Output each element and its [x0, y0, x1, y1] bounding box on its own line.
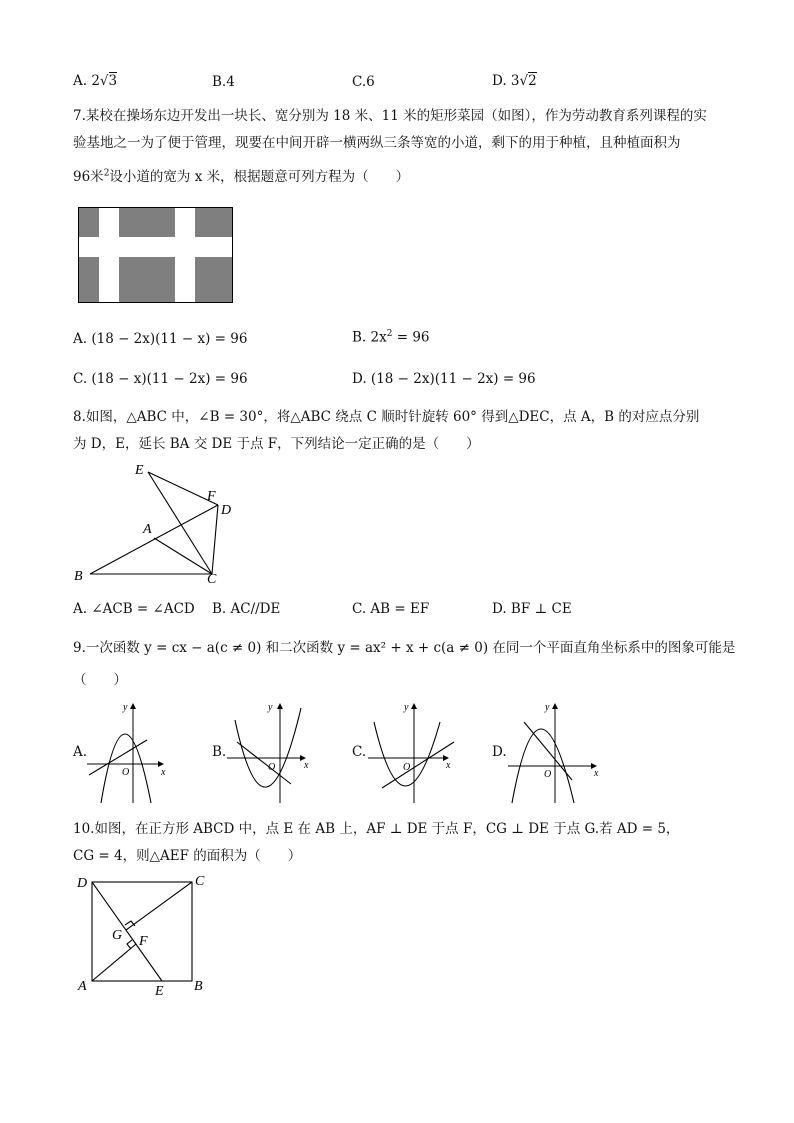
q9-graph-d	[506, 700, 601, 805]
q7-option-b-exponent: 2	[386, 329, 393, 339]
label-c: C	[195, 874, 205, 889]
label-b: B	[74, 569, 83, 584]
q9-graph-c	[366, 700, 458, 805]
label-f: F	[139, 934, 148, 949]
sqrt-sign: √	[99, 73, 109, 89]
square-abcd	[92, 882, 192, 981]
q7-stem-line3	[73, 165, 409, 185]
q6-option-a	[73, 73, 117, 89]
segment-de	[92, 882, 162, 981]
q9-graph-a	[85, 700, 175, 805]
label-a: A	[143, 522, 152, 537]
y-axis-label: y	[123, 702, 128, 713]
q7-area-exponent: 2	[103, 168, 110, 179]
label-d: D	[77, 876, 88, 891]
line-graph	[237, 742, 291, 784]
segment-af	[92, 944, 136, 981]
label-c: C	[207, 572, 217, 587]
q9-stem-line2: （ ）	[73, 672, 127, 688]
q10-square-figure	[74, 868, 214, 998]
label-b: B	[194, 979, 203, 994]
x-axis-label: x	[304, 760, 309, 771]
q6-option-c: C.6	[352, 74, 375, 90]
y-axis-label: y	[545, 702, 550, 713]
q9-graph-c-label: C.	[352, 744, 367, 760]
x-axis-label: x	[446, 760, 451, 771]
q9-graph-b-label: B.	[212, 744, 227, 760]
label-e: E	[135, 463, 144, 478]
origin-label: O	[268, 762, 276, 773]
origin-label: O	[403, 762, 411, 773]
q7-area-value: 96米	[73, 169, 104, 185]
q8-option-c: C. AB = EF	[352, 601, 430, 617]
q6-option-d-prefix: D. 3	[492, 73, 520, 89]
label-d: D	[221, 503, 232, 518]
q6-option-a-radicand: 3	[108, 73, 118, 89]
q6-option-d	[492, 73, 537, 89]
parabola	[374, 722, 440, 786]
q7-stem-line2: 验基地之一为了便于管理，现要在中间开辟一横两纵三条等宽的小道，剩下的用于种植，且种植面积为	[73, 135, 681, 151]
q10-stem-line2: CG = 4，则△AEF 的面积为（ ）	[73, 848, 302, 864]
q6-option-d-radicand: 2	[528, 73, 537, 89]
y-axis-label: y	[268, 702, 273, 713]
line-graph	[382, 742, 454, 788]
segment-cg	[126, 882, 192, 930]
q9-graph-b	[225, 700, 317, 805]
q9-stem-line1: 9.一次函数 y = cx − a(c ≠ 0) 和二次函数 y = ax² + x + c(a ≠ 0) 在同一个平面直角坐标系中的图象可能是	[73, 640, 736, 656]
q8-triangle-figure	[70, 460, 250, 585]
vertical-path-right	[175, 208, 195, 303]
origin-label: O	[122, 767, 130, 778]
sqrt-sign: √	[519, 73, 529, 89]
q7-option-c: C. (18 − x)(11 − 2x) = 96	[73, 371, 248, 387]
q6-option-a-prefix: A. 2	[73, 73, 100, 89]
segment-be	[90, 505, 218, 574]
q8-option-d: D. BF ⊥ CE	[492, 601, 572, 617]
x-axis-label: x	[594, 768, 599, 779]
segment-dc	[212, 505, 218, 574]
q9-graph-a-label: A.	[73, 744, 88, 760]
x-axis-label: x	[161, 767, 166, 778]
q8-option-a: A. ∠ACB = ∠ACD	[73, 601, 195, 617]
label-g: G	[112, 928, 123, 943]
label-e: E	[155, 984, 164, 999]
q7-stem-line1: 7.某校在操场东边开发出一块长、宽分别为 18 米、11 米的矩形菜园（如图），作为劳动教育系列课程的实	[73, 108, 707, 124]
q8-option-b: B. AC//DE	[212, 601, 281, 617]
line-graph	[89, 740, 147, 775]
q9-graph-d-label: D.	[492, 744, 507, 760]
q7-option-d: D. (18 − 2x)(11 − 2x) = 96	[352, 371, 536, 387]
q6-option-b: B.4	[212, 74, 235, 90]
label-f: F	[207, 489, 216, 504]
q7-option-b-rest: = 96	[392, 329, 430, 346]
origin-label: O	[544, 769, 552, 780]
y-axis-label: y	[404, 702, 409, 713]
vertical-path-left	[99, 208, 119, 303]
q7-option-b	[352, 329, 430, 346]
q7-garden-figure	[78, 207, 234, 304]
q7-option-b-base: B. 2x	[352, 329, 387, 346]
q8-stem-line1: 8.如图，△ABC 中，∠B = 30°，将△ABC 绕点 C 顺时针旋转 60° 得到△DEC，点 A，B 的对应点分别	[73, 409, 700, 425]
q7-stem-line3-rest: 设小道的宽为 x 米，根据题意可列方程为（ ）	[109, 169, 410, 185]
right-angle-mark-g	[125, 921, 135, 926]
q7-option-a: A. (18 − 2x)(11 − x) = 96	[73, 331, 248, 347]
segment-ac	[154, 538, 212, 574]
q8-stem-line2: 为 D，E，延长 BA 交 DE 于点 F，下列结论一定正确的是（ ）	[73, 436, 480, 452]
q10-stem-line1: 10.如图，在正方形 ABCD 中，点 E 在 AB 上，AF ⊥ DE 于点 F，CG ⊥ DE 于点 G.若 AD = 5，	[73, 821, 680, 837]
label-a: A	[78, 979, 87, 994]
